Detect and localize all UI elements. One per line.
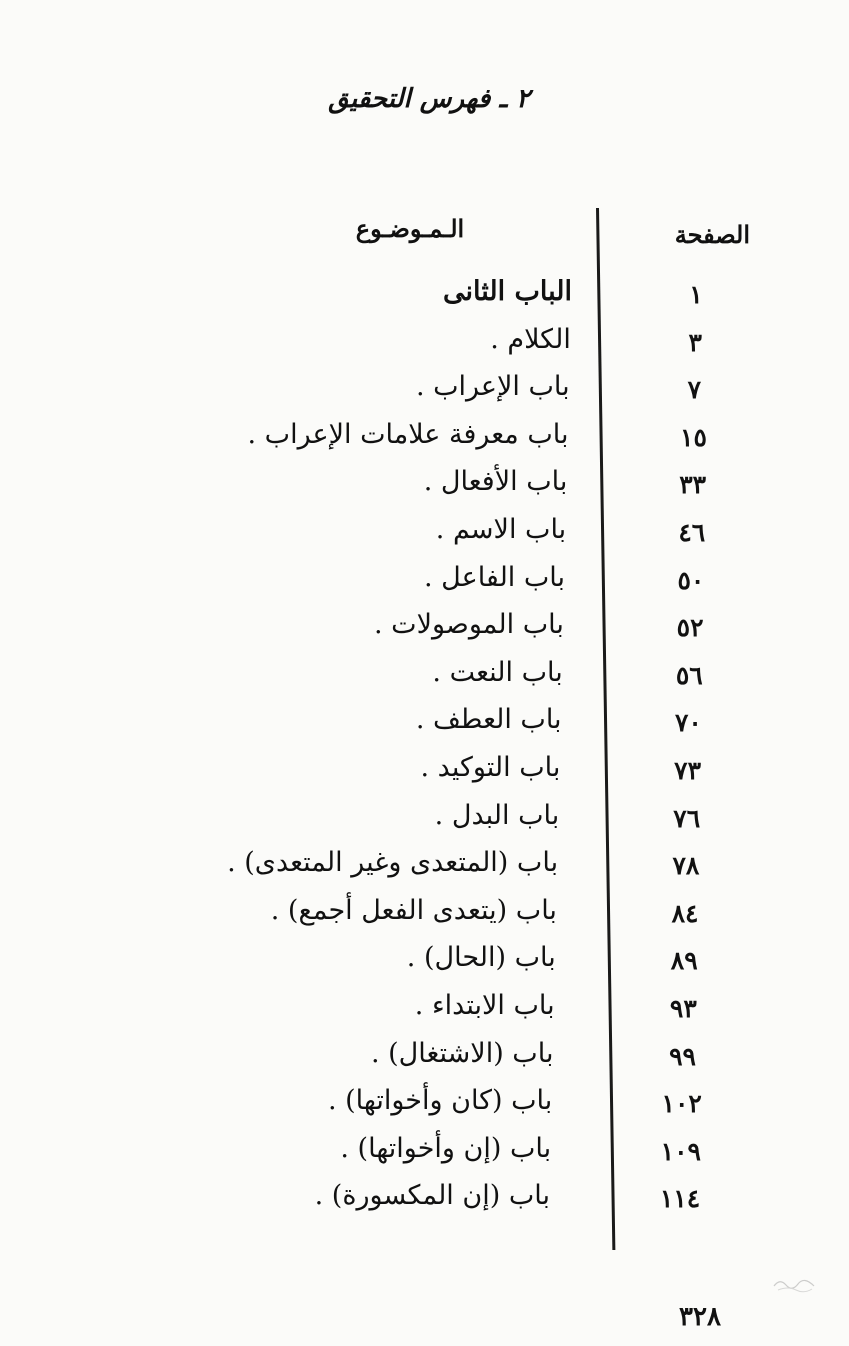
row-topic: باب الفاعل . [423,561,566,593]
table-row [0,653,849,701]
row-topic: باب الإعراب . [415,371,570,403]
row-page-number: ٥٠ [677,565,705,595]
section-title: ٢ ـ فهرس التحقيق [328,84,530,114]
column-header-topic: الـمـوضـوع [355,214,465,243]
table-row [0,700,849,748]
row-topic: باب (الحال) . [406,942,556,974]
row-topic: باب (يتعدى الفعل أجمع) . [270,894,557,926]
row-topic: الكلام . [490,323,571,355]
row-page-number: ٧٣ [674,755,701,785]
table-row [0,1129,849,1177]
row-topic: باب النعت . [432,656,563,688]
row-page-number: ١١٤ [659,1184,701,1214]
row-topic: باب (المتعدى وغير المتعدى) . [227,847,559,879]
table-row [0,272,849,320]
row-page-number: ٣٣ [679,470,707,500]
table-row [0,462,849,510]
table-row [0,796,849,844]
row-topic: باب التوكيد . [420,751,561,783]
table-row [0,415,849,463]
row-page-number: ٩٣ [669,993,697,1023]
row-page-number: ٩٩ [669,1041,696,1071]
row-topic: باب معرفة علامات الإعراب . [247,418,569,450]
row-page-number: ٨٩ [670,946,698,976]
row-page-number: ١٥ [680,422,707,452]
table-row [0,1176,849,1224]
table-row [0,748,849,796]
row-page-number: ٥٢ [676,613,704,643]
row-topic: باب (الاشتغال) . [370,1037,554,1069]
row-topic: باب العطف . [415,704,562,736]
row-topic: باب الابتداء . [414,989,555,1021]
row-topic: باب (كان وأخواتها) . [327,1085,553,1117]
row-topic: باب الأفعال . [423,466,568,498]
column-header-page: الصفحة [674,220,750,249]
table-row [0,510,849,558]
row-page-number: ٧ [687,375,702,405]
row-topic: باب الاسم . [435,513,567,545]
table-row [0,320,849,368]
row-page-number: ٤٦ [678,517,706,547]
row-page-number: ٧٠ [674,708,702,738]
table-row [0,1034,849,1082]
table-row [0,843,849,891]
row-topic: باب (إن وأخواتها) . [340,1132,552,1164]
scan-smudge-mark [770,1274,818,1294]
index-table [0,272,849,1224]
row-page-number: ١ [689,280,703,309]
row-page-number: ٣ [688,327,702,357]
row-topic: باب البدل . [434,799,560,831]
table-row [0,891,849,939]
row-page-number: ١٠٢ [661,1089,702,1119]
row-topic: باب (إن المكسورة) . [314,1180,550,1212]
row-page-number: ٨٤ [671,898,699,928]
table-row [0,605,849,653]
row-page-number: ٧٨ [672,851,700,881]
table-row [0,558,849,606]
table-row [0,1081,849,1129]
page-number: ٣٢٨ [679,1302,721,1332]
row-page-number: ٧٦ [673,803,701,833]
table-row [0,367,849,415]
table-row [0,986,849,1034]
row-page-number: ١٠٩ [660,1136,701,1166]
table-row [0,938,849,986]
row-page-number: ٥٦ [675,660,703,690]
row-topic: باب الموصولات . [374,609,564,641]
row-topic: الباب الثانى [442,276,572,307]
